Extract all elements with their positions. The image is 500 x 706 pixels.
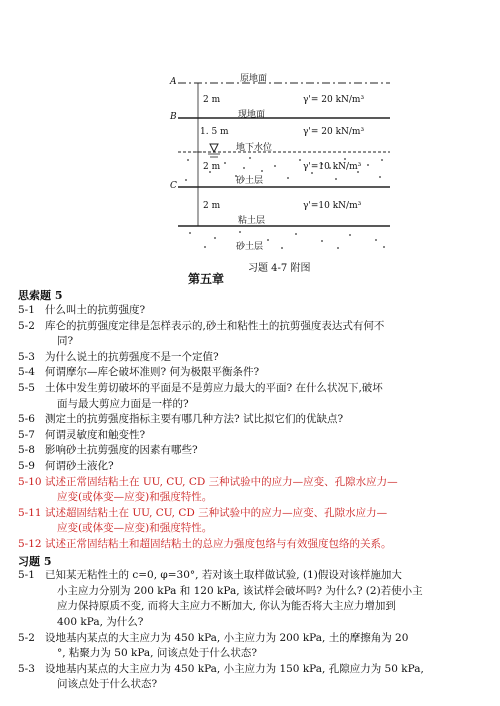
label-sand-layer: 砂土层 [236, 176, 264, 186]
question-text: 库仑的抗剪强度定律是怎样表示的,砂土和粘性土的抗剪强度表达式有何不 [45, 319, 385, 332]
red-item [18, 505, 488, 536]
dim-2m-1: 2 m [203, 95, 221, 105]
exercise-heading: 习题 5 [18, 554, 52, 568]
label-present-ground: 现地面 [238, 110, 266, 120]
label-clay-layer: 粘土层 [238, 216, 266, 226]
thinking-item [18, 318, 488, 349]
question-number: 5-8 [18, 444, 35, 457]
question-number: 5-4 [18, 366, 35, 379]
question-number: 5-12 [18, 538, 42, 550]
question-text: 土体中发生剪切破坏的平面是不是剪应力最大的平面? 在什么状况下,破坏 [45, 382, 383, 394]
question-text: 同? [57, 335, 74, 348]
question-number: 5-2 [18, 631, 35, 644]
question-text: 为什么说土的抗剪强度不是一个定值? [45, 350, 219, 363]
chapter-title: 第五章 [188, 272, 225, 286]
question-text: 设地基内某点的大主应力为 450 kPa, 小主应力为 200 kPa, 土的摩擦角为 20 [45, 631, 409, 644]
question-text: 问该点处于什么状态? [57, 678, 158, 691]
dim-2m-2: 2 m [203, 162, 221, 172]
red-item [18, 474, 488, 505]
question-number: 5-10 [18, 475, 42, 488]
gamma-3: γ'=10 kN/m³ [303, 162, 362, 172]
question-text: 400 kPa, 为什么? [57, 615, 144, 628]
thinking-item [18, 427, 488, 443]
question-text: 试述正常固结粘土和超固结粘土的总应力强度包络与有效强度包络的关系。 [45, 538, 392, 550]
question-text: 测定土的抗剪强度指标主要有哪几种方法? 试比拟它们的优缺点? [45, 413, 344, 426]
question-text: 面与最大剪应力面是一样的? [57, 397, 189, 410]
exercise-item [18, 630, 488, 661]
thinking-item [18, 411, 488, 427]
question-number: 5-1 [18, 569, 35, 582]
question-text: 应力保持原质不变, 而将大主应力不断加大, 你认为能否将大主应力增加到 [57, 600, 396, 613]
gamma-2: γ'= 20 kN/m³ [303, 127, 365, 137]
soil-profile-figure [0, 0, 500, 280]
question-text: 试述超固结粘土在 UU, CU, CD 三种试验中的应力—应变、孔隙水应力— [45, 506, 388, 519]
question-text: 应变(或体变—应变)和强度特性。 [57, 522, 213, 535]
exercise-item [18, 661, 488, 692]
thinking-item [18, 442, 488, 458]
question-number: 5-6 [18, 413, 35, 426]
thinking-item [18, 302, 488, 318]
dim-2m-3: 2 m [203, 201, 221, 211]
question-number: 5-3 [18, 350, 35, 363]
bottom-sand-dots [189, 231, 385, 249]
gamma-4: γ'=10 kN/m³ [303, 201, 362, 211]
figure-caption: 习题 4-7 附图 [248, 263, 311, 274]
question-number: 5-7 [18, 428, 35, 441]
label-point-a: A [170, 77, 177, 87]
question-number: 5-2 [18, 319, 35, 332]
label-water-table: 地下水位 [236, 143, 273, 153]
question-text: °, 粘聚力为 50 kPa, 问该点处于什么状态? [57, 647, 257, 660]
red-item [18, 536, 488, 552]
question-text: 什么叫土的抗剪强度? [45, 304, 146, 316]
label-original-ground: 原地面 [240, 74, 268, 84]
question-number: 5-3 [18, 662, 35, 675]
question-text: 应变(或体变—应变)和强度特性。 [57, 491, 213, 504]
thinking-heading: 思索题 5 [18, 289, 63, 302]
question-text: 何谓砂土液化? [45, 460, 114, 472]
label-bottom-sand: 砂土层 [236, 242, 264, 252]
dim-1-5m: 1. 5 m [200, 127, 229, 137]
question-text: 小主应力分别为 200 kPa 和 120 kPa, 该试样会破坏吗? 为什么? (2)若使小主 [57, 584, 423, 597]
exercise-item [18, 567, 488, 629]
question-number: 5-5 [18, 382, 35, 394]
question-number: 5-9 [18, 460, 35, 472]
question-text: 设地基内某点的大主应力为 450 kPa, 小主应力为 150 kPa, 孔隙应力为 50 kPa, [45, 662, 424, 675]
thinking-item [18, 349, 488, 365]
thinking-item [18, 458, 488, 474]
water-table-icon [210, 144, 218, 152]
question-number: 5-1 [18, 304, 35, 316]
label-point-b: B [170, 112, 177, 122]
question-text: 影响砂土抗剪强度的因素有哪些? [45, 444, 198, 457]
label-point-c: C [170, 181, 177, 191]
thinking-item [18, 364, 488, 380]
question-text: 已知某无粘性土的 c=0, φ=30°, 若对该土取样做试验, (1)假设对该样施加大 [45, 569, 402, 582]
gamma-1: γ'= 20 kN/m³ [303, 95, 365, 105]
thinking-item [18, 380, 488, 411]
question-text: 何谓摩尔—库仑破坏准则? 何为极限平衡条件? [45, 366, 260, 379]
question-text: 何谓灵敏度和触变性? [45, 428, 146, 441]
question-text: 试述正常固结粘土在 UU, CU, CD 三种试验中的应力—应变、孔隙水应力— [45, 475, 398, 488]
question-number: 5-11 [18, 506, 42, 519]
